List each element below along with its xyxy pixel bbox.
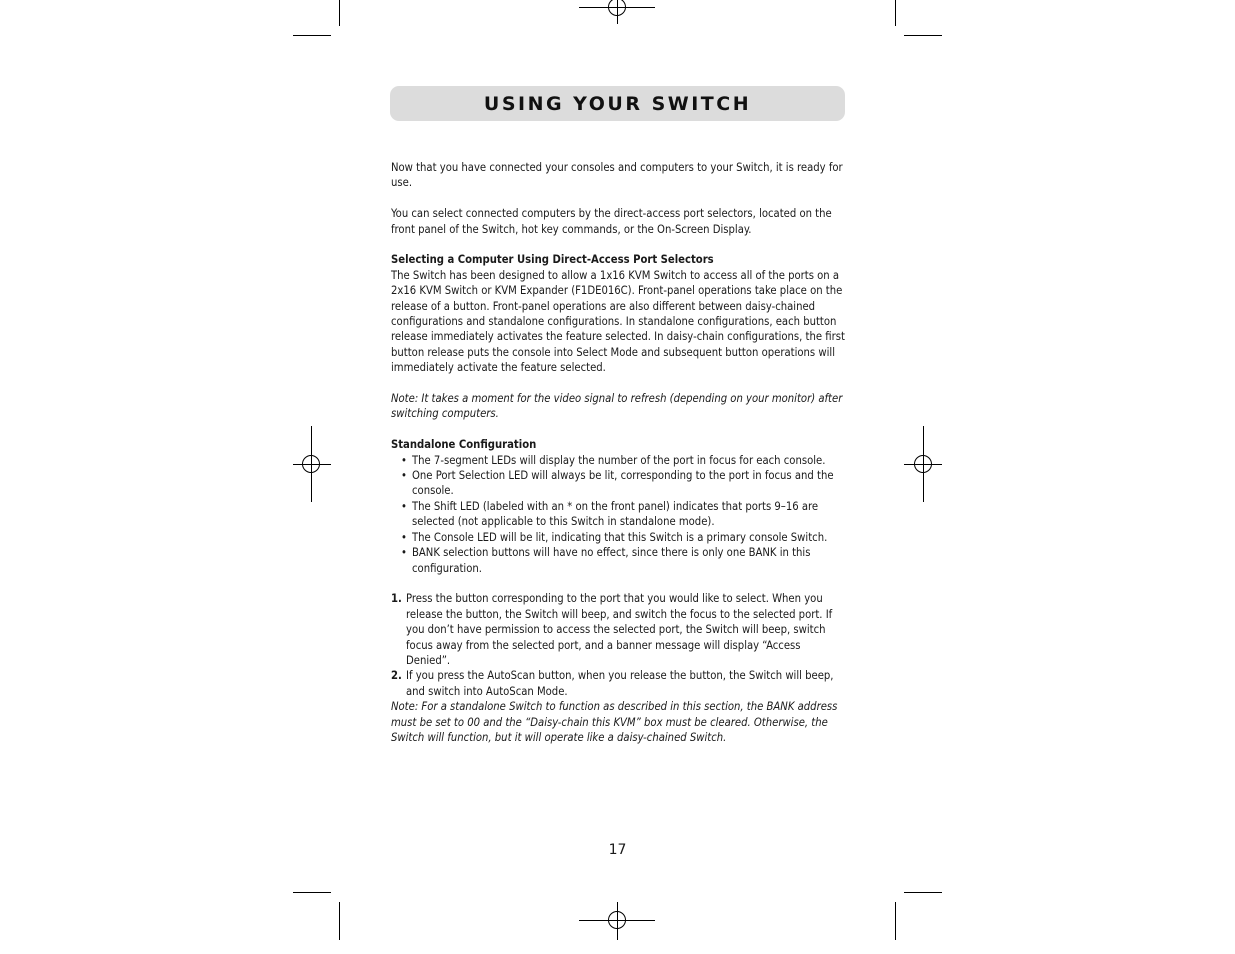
page-title: USING YOUR SWITCH <box>483 92 752 115</box>
crop-mark <box>904 892 942 893</box>
list-item: • The Shift LED (labeled with an * on the front panel) indicates that ports 9–16 are selected (not applicable to this Switch in standalone mode). <box>401 499 846 530</box>
registration-mark-icon <box>608 0 626 16</box>
section-heading: Standalone Configuration <box>391 438 537 452</box>
registration-mark-icon <box>608 911 626 929</box>
section-heading: Selecting a Computer Using Direct-Access Port Selectors <box>391 253 714 267</box>
crop-mark <box>904 35 942 36</box>
crop-mark <box>293 892 331 893</box>
intro-paragraph: Now that you have connected your consoles and computers to your Switch, it is ready for use. <box>391 161 843 190</box>
note-text: Note: For a standalone Switch to function as described in this section, the BANK address must be set to 00 and the “Daisy-chain this KVM” box must be cleared. Otherwise, the Switch will function, but it will operate like a daisy-chained Switch. <box>391 700 838 744</box>
step-number: 1. <box>391 592 402 606</box>
step-item <box>391 668 846 699</box>
list-item: • BANK selection buttons will have no effect, since there is only one BANK in this configuration. <box>401 545 846 576</box>
list-item: • The 7-segment LEDs will display the number of the port in focus for each console. <box>401 453 846 468</box>
numbered-steps <box>391 591 846 699</box>
step-item <box>391 591 846 668</box>
crop-mark <box>895 0 896 26</box>
document-body <box>391 160 846 745</box>
crop-mark <box>339 0 340 26</box>
crop-mark <box>339 902 340 940</box>
step-number: 2. <box>391 669 402 683</box>
step-text: If you press the AutoScan button, when you release the button, the Switch will beep, and switch into AutoScan Mode. <box>406 669 834 698</box>
list-item: • The Console LED will be lit, indicating that this Switch is a primary console Switch. <box>401 530 846 545</box>
crop-mark <box>895 902 896 940</box>
page-number: 17 <box>608 842 627 858</box>
registration-mark-icon <box>302 455 320 473</box>
step-text: Press the button corresponding to the port that you would like to select. When you release the button, the Switch will beep, and switch the focus to the selected port. If you don’t have permission to access the selected port, the Switch will beep, switch focus away from the selected port, and a banner message will display “Access Denied”. <box>406 592 833 667</box>
bullet-list <box>391 453 846 576</box>
crop-mark <box>293 35 331 36</box>
title-bar <box>390 86 845 121</box>
registration-mark-icon <box>914 455 932 473</box>
list-item: • One Port Selection LED will always be lit, corresponding to the port in focus and the console. <box>401 468 846 499</box>
note-text: Note: It takes a moment for the video signal to refresh (depending on your monitor) after switching computers. <box>391 392 843 421</box>
intro-paragraph: You can select connected computers by the direct-access port selectors, located on the front panel of the Switch, hot key commands, or the On-Screen Display. <box>391 207 832 236</box>
section-paragraph: The Switch has been designed to allow a 1x16 KVM Switch to access all of the ports on a 2x16 KVM Switch or KVM Expander (F1DE016C). Front-panel operations take place on the release of a button. Front-panel operations are also different between daisy-chained configurations and standalone configurations. In standalone configurations, each button release immediately activates the feature selected. In daisy-chain configurations, the first button release puts the console into Select Mode and subsequent button operations will immediately activate the feature selected. <box>391 268 845 375</box>
